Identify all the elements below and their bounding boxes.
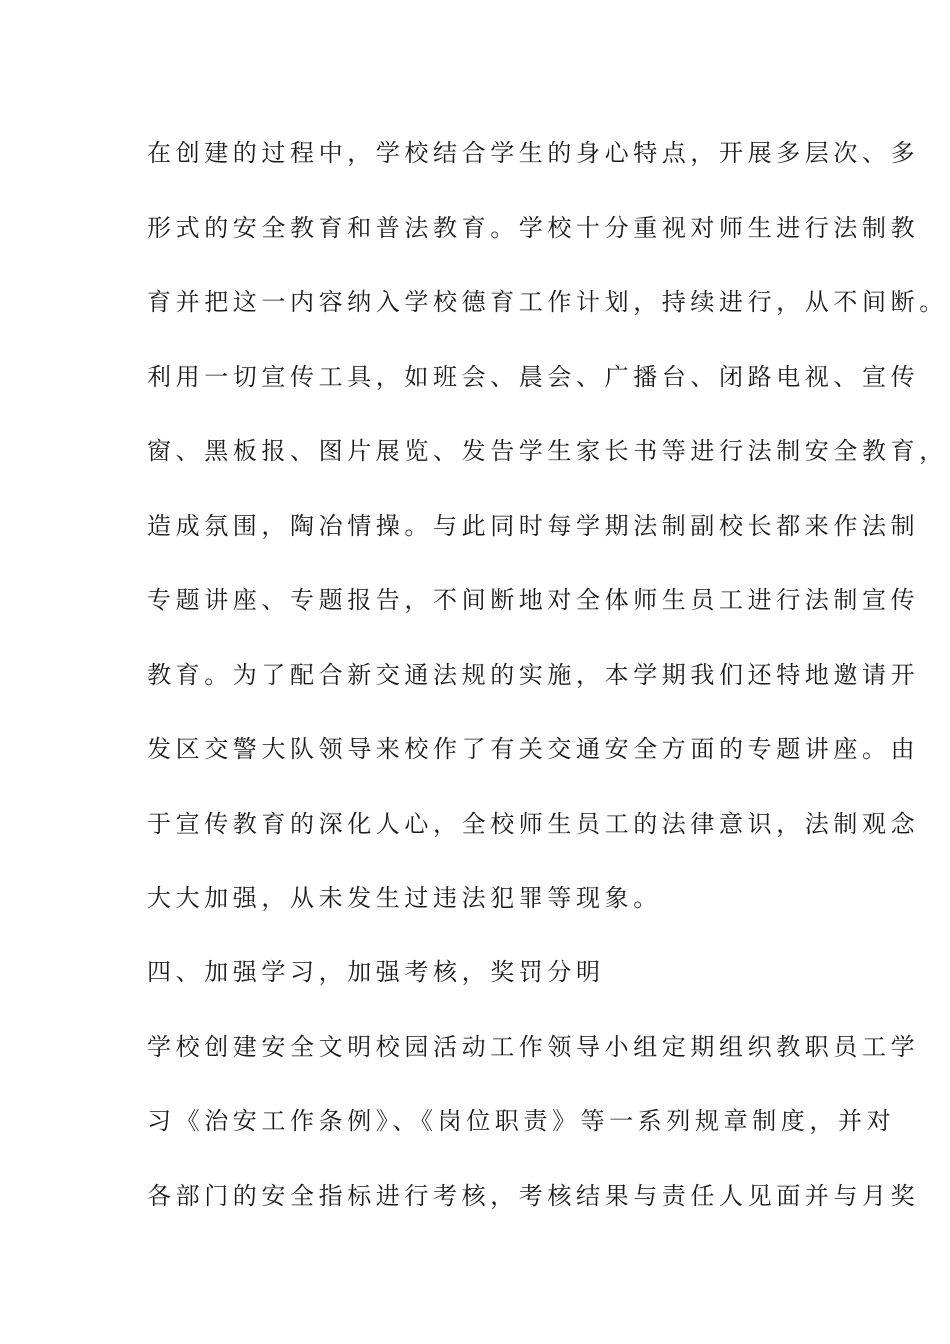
paragraph-line: 形式的安全教育和普法教育。学校十分重视对师生进行法制教: [147, 214, 920, 242]
paragraph-line: 教育。为了配合新交通法规的实施，本学期我们还特地邀请开: [147, 661, 920, 689]
paragraph-line: 习《治安工作条例》、《岗位职责》等一系列规章制度，并对: [147, 1107, 896, 1135]
paragraph-line: 在创建的过程中，学校结合学生的身心特点，开展多层次、多: [147, 139, 920, 167]
paragraph-line: 学校创建安全文明校园活动工作领导小组定期组织教职员工学: [147, 1033, 920, 1061]
section-heading: 四、加强学习，加强考核，奖罚分明: [147, 958, 605, 986]
paragraph-line: 育并把这一内容纳入学校德育工作计划，持续进行，从不间断。: [147, 288, 948, 316]
paragraph-line: 窗、黑板报、图片展览、发告学生家长书等进行法制安全教育，: [147, 437, 948, 465]
paragraph-line: 专题讲座、专题报告，不间断地对全体师生员工进行法制宣传: [147, 586, 920, 614]
paragraph-line: 发区交警大队领导来校作了有关交通安全方面的专题讲座。由: [147, 735, 920, 763]
paragraph-line: 造成氛围，陶冶情操。与此同时每学期法制副校长都来作法制: [147, 512, 920, 540]
paragraph-line: 利用一切宣传工具，如班会、晨会、广播台、闭路电视、宣传: [147, 363, 920, 391]
paragraph-line: 于宣传教育的深化人心，全校师生员工的法律意识，法制观念: [147, 810, 920, 838]
paragraph-line: 大大加强，从未发生过违法犯罪等现象。: [147, 884, 662, 912]
paragraph-line: 各部门的安全指标进行考核，考核结果与责任人见面并与月奖: [147, 1182, 920, 1210]
